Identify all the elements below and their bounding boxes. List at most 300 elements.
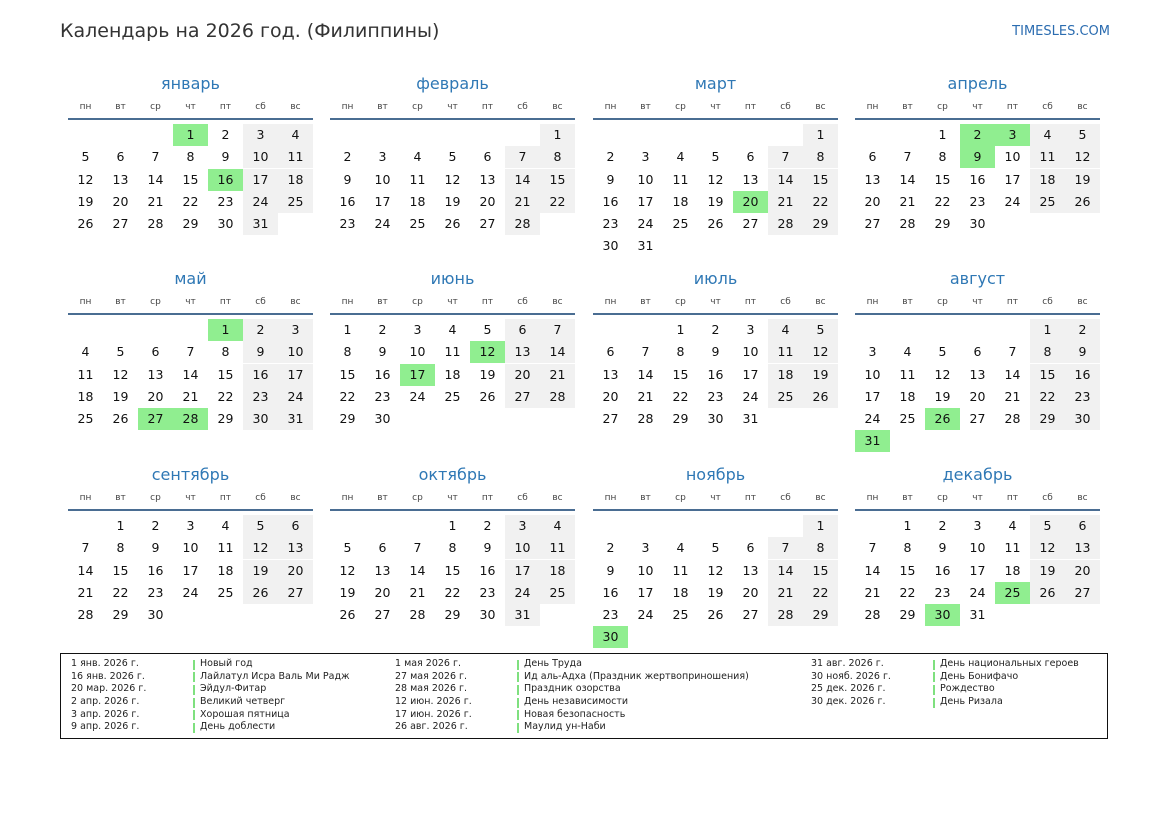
day-cell: 18	[217, 562, 234, 578]
holiday-marker	[933, 698, 935, 708]
site-link[interactable]: TIMESLES.COM	[1012, 24, 1110, 39]
weekend-day-cell: 27	[278, 582, 313, 604]
weekend-day-cell: 25	[540, 582, 575, 604]
day-cell: 13	[969, 366, 986, 382]
weekend-day-cell: 16	[1065, 364, 1100, 386]
empty-day-cell	[278, 213, 313, 235]
weekend-day-cell: 13	[505, 341, 540, 363]
holiday-date: 3 апр. 2026 г.	[71, 708, 140, 720]
empty-day-cell	[330, 124, 365, 146]
day-cell: 24	[409, 388, 426, 404]
day-cell: 6	[606, 344, 615, 360]
weekend-day-cell: 17	[505, 560, 540, 582]
day-cell: 21	[147, 193, 164, 209]
day-cell: 27	[742, 216, 759, 232]
weekend-day-cell: 8	[803, 146, 838, 168]
day-cell: 10	[637, 562, 654, 578]
empty-day-cell	[1030, 430, 1065, 452]
weekday-label: пт	[481, 102, 494, 112]
weekend-day-cell: 10	[505, 537, 540, 559]
week-row	[68, 560, 313, 582]
weekday-label: чт	[710, 493, 721, 503]
holiday-entry	[71, 671, 350, 684]
day-cell: 20	[742, 584, 759, 600]
empty-day-cell	[698, 124, 733, 146]
empty-day-cell	[698, 235, 733, 257]
weekend-day-cell: 21	[540, 364, 575, 386]
empty-day-cell	[68, 515, 103, 537]
day-cell: 15	[112, 562, 129, 578]
day-cell: 7	[868, 540, 877, 556]
weekday-label: вс	[1077, 493, 1088, 503]
weekday-header	[593, 96, 838, 120]
day-cell: 29	[217, 411, 234, 427]
empty-day-cell	[698, 626, 733, 648]
empty-day-cell	[663, 515, 698, 537]
week-row	[593, 169, 838, 191]
day-cell: 4	[1008, 518, 1017, 533]
day-cell: 23	[147, 584, 164, 600]
month-name: январь	[161, 74, 220, 93]
day-cell: 24	[637, 216, 654, 232]
weekend-day-cell: 27	[1065, 582, 1100, 604]
day-cell: 13	[374, 562, 391, 578]
weekend-day-cell: 19	[1065, 169, 1100, 191]
day-cell: 8	[116, 540, 125, 556]
day-cell: 23	[479, 584, 496, 600]
holiday-day-cell: 28	[173, 408, 208, 430]
day-cell: 3	[973, 518, 982, 533]
empty-day-cell	[365, 124, 400, 146]
holiday-name: Рождество	[940, 683, 995, 695]
holiday-marker	[193, 698, 195, 708]
day-cell: 3	[868, 344, 877, 360]
month-calendar	[855, 463, 1100, 626]
weekend-day-cell: 17	[243, 169, 278, 191]
weekend-day-cell: 26	[803, 386, 838, 408]
weekend-day-cell: 25	[278, 191, 313, 213]
day-cell: 8	[903, 540, 912, 556]
holiday-entry	[71, 696, 350, 709]
day-cell: 25	[409, 216, 426, 232]
week-row	[68, 124, 313, 146]
day-cell: 22	[182, 193, 199, 209]
week-row	[855, 364, 1100, 386]
weekday-label: ср	[675, 493, 686, 503]
day-cell: 20	[602, 388, 619, 404]
week-row	[855, 169, 1100, 191]
day-cell: 17	[1004, 171, 1021, 187]
weekend-day-cell: 12	[243, 537, 278, 559]
month-calendar	[330, 463, 575, 626]
day-cell: 16	[969, 171, 986, 187]
holiday-date: 27 мая 2026 г.	[395, 670, 468, 682]
day-cell: 20	[969, 388, 986, 404]
week-row	[68, 169, 313, 191]
holiday-marker	[517, 672, 519, 682]
day-cell: 15	[672, 366, 689, 382]
day-cell: 14	[1004, 366, 1021, 382]
weekend-day-cell: 5	[1065, 124, 1100, 146]
day-cell: 25	[672, 607, 689, 623]
weekday-label: ср	[675, 297, 686, 307]
weekday-label: вс	[815, 297, 826, 307]
weekday-label: сб	[517, 493, 528, 503]
weekday-label: пн	[604, 493, 617, 503]
weekend-day-cell: 14	[768, 169, 803, 191]
empty-day-cell	[733, 124, 768, 146]
weekend-day-cell: 1	[803, 515, 838, 537]
month-name: ноябрь	[685, 465, 746, 484]
day-cell: 26	[707, 216, 724, 232]
weekday-label: вс	[552, 102, 563, 112]
day-cell: 26	[77, 216, 94, 232]
day-cell: 11	[217, 540, 234, 556]
weekend-day-cell: 25	[768, 386, 803, 408]
day-cell: 14	[182, 366, 199, 382]
month-calendar	[68, 72, 313, 235]
weekday-label: вс	[815, 102, 826, 112]
week-row	[593, 626, 838, 648]
week-row	[593, 560, 838, 582]
weekend-day-cell: 28	[505, 213, 540, 235]
day-cell: 24	[374, 216, 391, 232]
weekday-label: сб	[780, 493, 791, 503]
day-cell: 5	[483, 322, 492, 337]
empty-day-cell	[890, 430, 925, 452]
weekday-label: чт	[447, 297, 458, 307]
day-cell: 24	[969, 584, 986, 600]
week-row	[68, 191, 313, 213]
weekday-label: пт	[744, 493, 757, 503]
weekday-label: чт	[972, 297, 983, 307]
holiday-name: Новая безопасность	[524, 708, 626, 720]
holiday-day-cell: 31	[855, 430, 890, 452]
weekday-label: вс	[552, 297, 563, 307]
week-row	[855, 191, 1100, 213]
weekend-day-cell: 20	[505, 364, 540, 386]
empty-day-cell	[103, 124, 138, 146]
day-cell: 25	[672, 216, 689, 232]
day-cell: 29	[182, 216, 199, 232]
weekday-label: пт	[481, 297, 494, 307]
holiday-entry	[395, 709, 749, 722]
week-row	[593, 604, 838, 626]
weekend-day-cell: 20	[1065, 560, 1100, 582]
weekend-day-cell: 18	[540, 560, 575, 582]
day-cell: 11	[672, 171, 689, 187]
empty-day-cell	[593, 319, 628, 341]
day-cell: 6	[151, 344, 160, 360]
weekend-day-cell: 30	[243, 408, 278, 430]
empty-day-cell	[995, 213, 1030, 235]
day-cell: 21	[409, 584, 426, 600]
holiday-marker	[933, 672, 935, 682]
week-row	[855, 124, 1100, 146]
empty-day-cell	[330, 515, 365, 537]
day-cell: 3	[413, 322, 422, 337]
empty-day-cell	[803, 408, 838, 430]
day-cell: 23	[339, 216, 356, 232]
day-cell: 27	[969, 411, 986, 427]
weekday-label: сб	[780, 102, 791, 112]
month-name: сентябрь	[151, 465, 230, 484]
week-row	[330, 408, 575, 430]
day-cell: 19	[444, 193, 461, 209]
day-cell: 19	[339, 584, 356, 600]
weekday-label: вс	[290, 493, 301, 503]
holiday-name: Маулид ун-Наби	[524, 721, 606, 733]
weekend-day-cell: 30	[1065, 408, 1100, 430]
day-cell: 26	[707, 607, 724, 623]
day-cell: 13	[147, 366, 164, 382]
weekend-day-cell: 19	[243, 560, 278, 582]
weekend-day-cell: 7	[768, 537, 803, 559]
week-row	[330, 515, 575, 537]
day-cell: 17	[637, 193, 654, 209]
day-cell: 7	[151, 149, 160, 165]
weekday-label: вт	[377, 297, 388, 307]
week-row	[855, 341, 1100, 363]
day-cell: 27	[602, 411, 619, 427]
day-cell: 29	[672, 411, 689, 427]
day-cell: 1	[676, 322, 685, 337]
day-cell: 29	[444, 607, 461, 623]
empty-day-cell	[68, 319, 103, 341]
week-row	[593, 235, 838, 257]
day-cell: 17	[182, 562, 199, 578]
empty-day-cell	[138, 124, 173, 146]
holiday-date: 12 июн. 2026 г.	[395, 696, 472, 708]
holiday-day-cell: 2	[960, 124, 995, 146]
empty-day-cell	[400, 408, 435, 430]
holiday-date: 1 янв. 2026 г.	[71, 658, 139, 669]
weekday-label: пн	[341, 493, 354, 503]
day-cell: 10	[374, 171, 391, 187]
day-cell: 9	[378, 344, 387, 360]
day-cell: 1	[448, 518, 457, 533]
weekday-label: вт	[902, 493, 913, 503]
day-cell: 5	[343, 540, 352, 556]
month-calendar	[855, 267, 1100, 453]
day-cell: 24	[742, 388, 759, 404]
weekend-day-cell: 6	[278, 515, 313, 537]
week-row	[330, 582, 575, 604]
day-cell: 31	[969, 607, 986, 623]
day-cell: 22	[672, 388, 689, 404]
day-cell: 19	[934, 388, 951, 404]
day-cell: 27	[479, 216, 496, 232]
weekday-label: вт	[377, 102, 388, 112]
day-cell: 20	[147, 388, 164, 404]
empty-day-cell	[628, 626, 663, 648]
day-cell: 9	[938, 540, 947, 556]
week-row	[68, 386, 313, 408]
day-cell: 3	[378, 149, 387, 165]
weekday-label: чт	[185, 297, 196, 307]
day-cell: 28	[409, 607, 426, 623]
day-cell: 5	[711, 540, 720, 556]
day-cell: 2	[151, 518, 160, 533]
weekend-day-cell: 15	[803, 169, 838, 191]
day-cell: 13	[602, 366, 619, 382]
holiday-marker	[517, 660, 519, 670]
empty-day-cell	[103, 319, 138, 341]
day-cell: 12	[112, 366, 129, 382]
week-row	[855, 560, 1100, 582]
week-row	[855, 515, 1100, 537]
day-cell: 2	[221, 127, 230, 142]
empty-day-cell	[960, 319, 995, 341]
day-cell: 22	[934, 193, 951, 209]
day-cell: 15	[182, 171, 199, 187]
day-cell: 16	[707, 366, 724, 382]
holiday-name: Хорошая пятница	[200, 708, 290, 720]
weekday-label: сб	[517, 102, 528, 112]
weekend-day-cell: 21	[768, 191, 803, 213]
day-cell: 15	[444, 562, 461, 578]
empty-day-cell	[890, 124, 925, 146]
holiday-marker	[933, 660, 935, 670]
weekday-label: пт	[481, 493, 494, 503]
weekday-header	[855, 487, 1100, 511]
weekday-label: ср	[675, 102, 686, 112]
day-cell: 26	[112, 411, 129, 427]
day-cell: 14	[147, 171, 164, 187]
day-cell: 9	[606, 562, 615, 578]
day-cell: 22	[444, 584, 461, 600]
day-cell: 21	[899, 193, 916, 209]
holiday-marker	[517, 723, 519, 733]
day-cell: 19	[707, 584, 724, 600]
holiday-date: 30 нояб. 2026 г.	[811, 670, 891, 682]
day-cell: 30	[707, 411, 724, 427]
day-cell: 11	[77, 366, 94, 382]
weekday-header	[855, 96, 1100, 120]
day-cell: 7	[641, 344, 650, 360]
weekday-label: сб	[255, 102, 266, 112]
day-cell: 27	[112, 216, 129, 232]
week-row	[855, 408, 1100, 430]
day-cell: 27	[374, 607, 391, 623]
empty-day-cell	[400, 515, 435, 537]
empty-day-cell	[593, 515, 628, 537]
weekend-day-cell: 23	[1065, 386, 1100, 408]
day-cell: 23	[969, 193, 986, 209]
weekend-day-cell: 9	[243, 341, 278, 363]
day-cell: 6	[378, 540, 387, 556]
day-cell: 22	[217, 388, 234, 404]
weekend-day-cell: 9	[1065, 341, 1100, 363]
day-cell: 8	[448, 540, 457, 556]
weekday-label: ср	[412, 493, 423, 503]
day-cell: 11	[444, 344, 461, 360]
day-cell: 11	[1004, 540, 1021, 556]
weekend-day-cell: 12	[1065, 146, 1100, 168]
day-cell: 10	[864, 366, 881, 382]
empty-day-cell	[960, 430, 995, 452]
day-cell: 6	[746, 540, 755, 556]
day-cell: 10	[637, 171, 654, 187]
day-cell: 24	[864, 411, 881, 427]
weekday-label: чт	[185, 102, 196, 112]
weekend-day-cell: 10	[278, 341, 313, 363]
day-cell: 7	[413, 540, 422, 556]
weekend-day-cell: 17	[278, 364, 313, 386]
weekend-day-cell: 8	[803, 537, 838, 559]
day-cell: 25	[444, 388, 461, 404]
day-cell: 20	[374, 584, 391, 600]
day-cell: 1	[938, 127, 947, 142]
holiday-day-cell: 20	[733, 191, 768, 213]
day-cell: 28	[899, 216, 916, 232]
day-cell: 7	[903, 149, 912, 165]
weekday-label: сб	[517, 297, 528, 307]
day-cell: 28	[864, 607, 881, 623]
empty-day-cell	[768, 235, 803, 257]
weekend-day-cell: 28	[540, 386, 575, 408]
week-row	[593, 341, 838, 363]
weekday-label: сб	[1042, 493, 1053, 503]
holiday-date: 30 дек. 2026 г.	[811, 696, 886, 708]
weekend-day-cell: 1	[1030, 319, 1065, 341]
empty-day-cell	[540, 604, 575, 626]
day-cell: 18	[409, 193, 426, 209]
holiday-entry	[395, 658, 749, 671]
holiday-marker	[517, 710, 519, 720]
weekday-label: вс	[290, 297, 301, 307]
day-cell: 20	[479, 193, 496, 209]
holiday-day-cell: 17	[400, 364, 435, 386]
holiday-marker	[193, 660, 195, 670]
day-cell: 28	[77, 607, 94, 623]
holiday-date: 25 дек. 2026 г.	[811, 683, 886, 695]
empty-day-cell	[995, 604, 1030, 626]
weekend-day-cell: 4	[278, 124, 313, 146]
weekday-label: вс	[1077, 102, 1088, 112]
holiday-name: Эйдул-Фитар	[200, 683, 267, 695]
day-cell: 28	[1004, 411, 1021, 427]
day-cell: 19	[479, 366, 496, 382]
empty-day-cell	[768, 515, 803, 537]
day-cell: 24	[182, 584, 199, 600]
week-row	[855, 213, 1100, 235]
empty-day-cell	[540, 213, 575, 235]
empty-day-cell	[628, 319, 663, 341]
empty-day-cell	[1065, 213, 1100, 235]
empty-day-cell	[855, 124, 890, 146]
weekend-day-cell: 13	[278, 537, 313, 559]
month-calendar	[593, 463, 838, 649]
holiday-name: Лайлатул Исра Валь Ми Радж	[200, 670, 350, 682]
day-cell: 5	[711, 149, 720, 165]
holiday-name: День Ризала	[940, 696, 1003, 708]
day-cell: 23	[374, 388, 391, 404]
empty-day-cell	[1065, 430, 1100, 452]
weekend-day-cell: 11	[540, 537, 575, 559]
holiday-day-cell: 30	[593, 626, 628, 648]
day-cell: 16	[934, 562, 951, 578]
empty-day-cell	[803, 626, 838, 648]
day-cell: 7	[1008, 344, 1017, 360]
day-cell: 19	[707, 193, 724, 209]
day-cell: 14	[864, 562, 881, 578]
week-row	[330, 537, 575, 559]
weekday-label: вс	[1077, 297, 1088, 307]
weekend-day-cell: 2	[1065, 319, 1100, 341]
month-calendar	[330, 72, 575, 235]
weekend-day-cell: 31	[278, 408, 313, 430]
